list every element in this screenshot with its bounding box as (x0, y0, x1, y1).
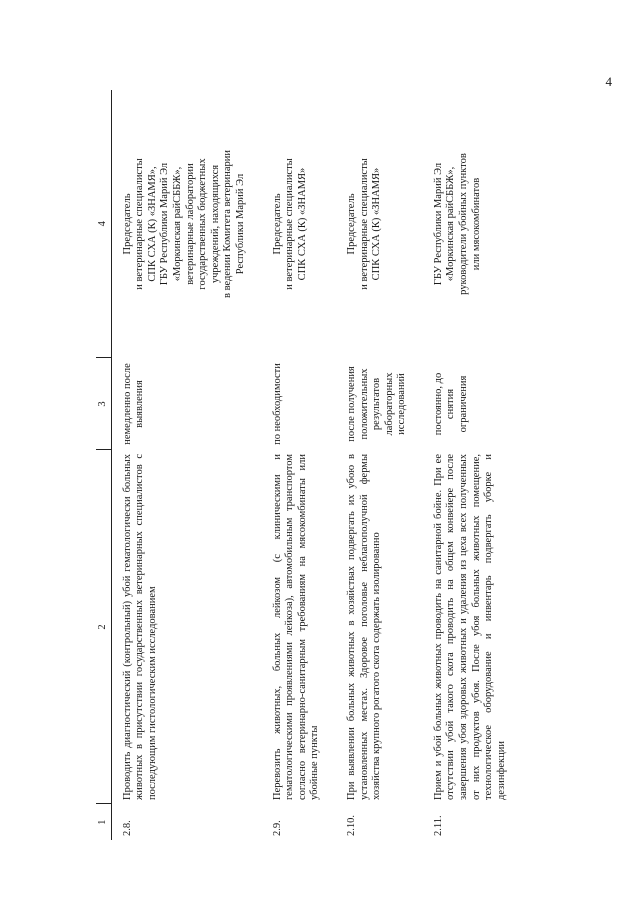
responsible-line: СПК СХА (К) «ЗНАМЯ», (146, 166, 158, 282)
item-number: 2.11. (432, 815, 444, 836)
responsible-line: и ветеринарные специалисты (358, 158, 370, 290)
deadline: после получения положительных результатов лабораторных исследований (345, 366, 408, 442)
responsible-line: государственных бюджетных (197, 158, 209, 290)
responsible-line: Председатель (271, 193, 283, 255)
responsible-parties (262, 90, 336, 358)
deadline: постоянно, до снятия ограничения (432, 372, 470, 436)
table-row (336, 90, 423, 840)
measure-description: Прием и убой больных животных проводить на санитарной бойне. При ее отсутствии убой такого скота проводить на общем конвейере после завершения убоя здоровых животных и удаления из цеха всех полученных от них продуктов убоя. После убоя больных животных помещение, технологическое оборудование и инвентарь подвергать уборке и дезинфекции (432, 454, 507, 800)
responsible-parties (111, 90, 261, 358)
responsible-line: в ведении Комитета ветеринарии (222, 150, 234, 298)
responsible-line: «Моркинская райСББЖ», (445, 166, 457, 282)
responsible-line: Председатель (121, 193, 133, 255)
table-header-row (96, 90, 111, 840)
responsible-parties (423, 90, 523, 358)
header-col-4: 4 (96, 90, 111, 358)
responsible-line: Председатель (345, 193, 357, 255)
table-row (262, 90, 336, 840)
measure-description: Перевозить животных, больных лейкозом (с клиническими и гематологическими проявлениями лейкоза), автомобильным транспортом согласно ветеринарно-санитарным требованиям на мясокомбинаты или убойные пункты (271, 454, 321, 800)
table-row (423, 90, 523, 840)
item-number: 2.10. (345, 815, 357, 836)
responsible-line: Республики Марий Эл (234, 173, 246, 275)
header-col-2: 2 (96, 450, 111, 804)
responsible-line: и ветеринарные специалисты (284, 158, 296, 290)
responsible-line: СПК СХА (К) «ЗНАМЯ» (296, 167, 308, 281)
responsible-parties (336, 90, 423, 358)
responsible-line: руководители убойных пунктов (458, 153, 470, 295)
header-col-3: 3 (96, 358, 111, 450)
measures-table (96, 90, 522, 840)
responsible-line: «Моркинская райСББЖ», (171, 166, 183, 282)
header-col-1: 1 (96, 804, 111, 840)
responsible-line: или мясокомбинатов (470, 177, 482, 271)
responsible-line: ветеринарные лаборатории (184, 163, 196, 285)
measure-description: При выявлении больных животных в хозяйствах подвергать их убою в установленных местах. Здоровое поголовье неблагополучной фермы хозяйства крупного рогатого скота содержать изолированно (345, 454, 383, 800)
responsible-line: и ветеринарные специалисты (134, 158, 146, 290)
item-number: 2.8. (121, 820, 133, 836)
page-number: 4 (605, 74, 612, 89)
deadline: немедленно после выявления (121, 363, 146, 445)
table-row (111, 90, 261, 840)
item-number: 2.9. (271, 820, 283, 836)
responsible-line: ГБУ Республики Марий Эл (432, 162, 444, 286)
responsible-line: учреждений, находящихся (209, 164, 221, 284)
responsible-line: ГБУ Республики Марий Эл (159, 162, 171, 286)
rotated-table-container (96, 90, 516, 840)
measure-description: Проводить диагностический (контрольный) убой гематологически больных животных в присутствии государственных ветеринарных специалистов с последующим гистологическим исследованием (121, 454, 158, 800)
responsible-line: СПК СХА (К) «ЗНАМЯ» (371, 167, 383, 281)
deadline: по необходимости (271, 363, 283, 445)
